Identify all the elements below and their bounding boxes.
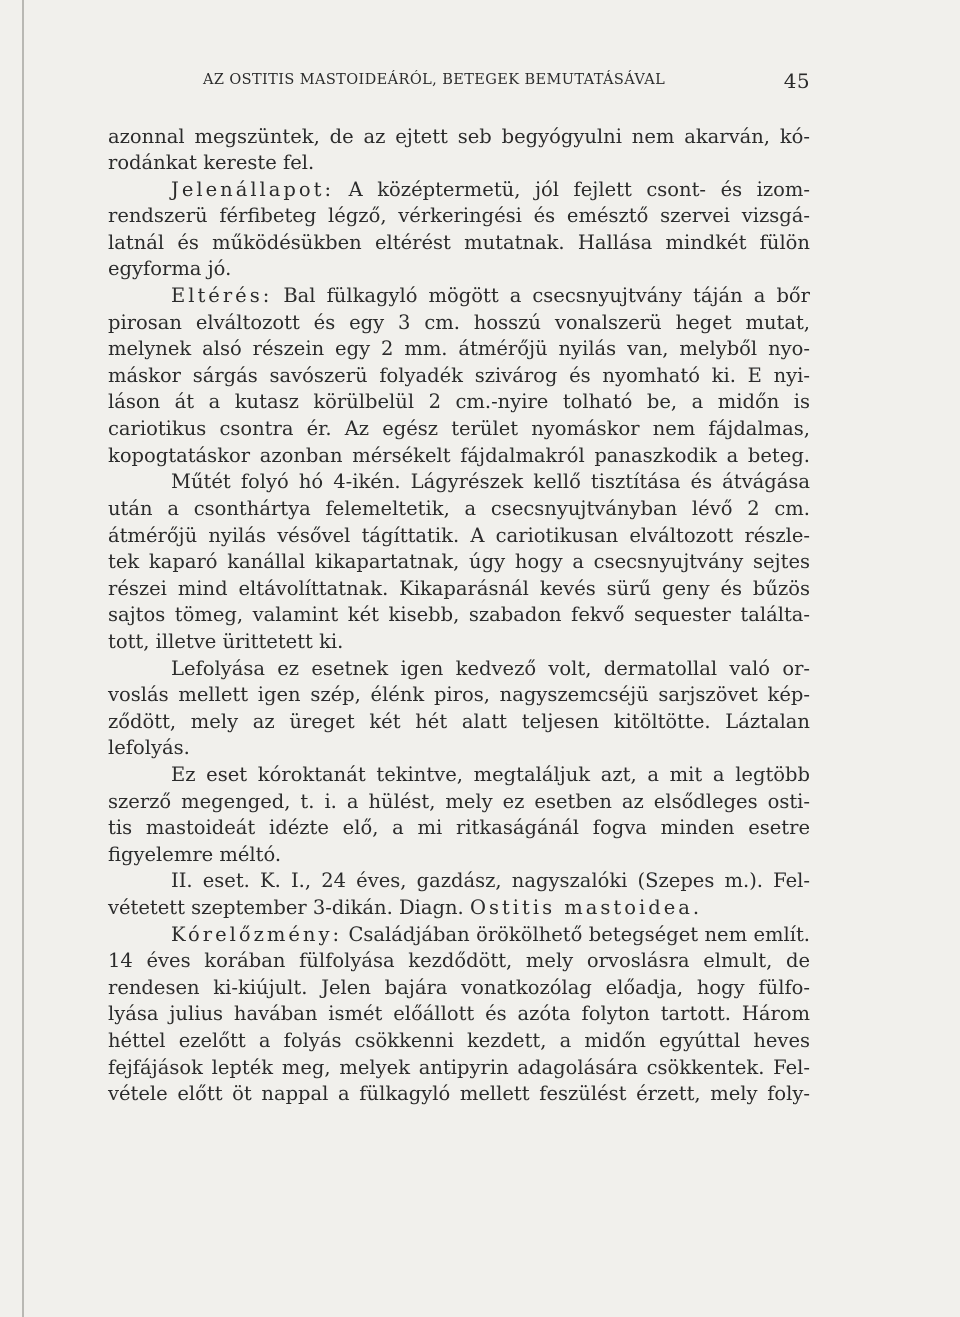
running-header bbox=[203, 69, 810, 96]
text-line: Kórelőzmény: Családjában örökölhető betegséget nem említ. bbox=[171, 923, 810, 946]
text-line: Jelenállapot: A középtermetü, jól fejlett csont- és izom- bbox=[171, 178, 810, 201]
text-line: lyása julius havában ismét előállott és azóta folyton tartott. Három bbox=[108, 1002, 810, 1025]
page-edge-line bbox=[22, 0, 24, 1317]
text-line: pirosan elváltozott és egy 3 cm. hosszú vonalszerü heget mutat, bbox=[108, 311, 810, 334]
text-line: Műtét folyó hó 4-ikén. Lágyrészek kellő tisztítása és átvágása bbox=[171, 470, 810, 493]
text-line: Ez eset kóroktanát tekintve, megtaláljuk azt, a mit a legtöbb bbox=[171, 763, 810, 786]
spaced-diagnosis: Ostitis mastoidea. bbox=[469, 896, 703, 919]
text-line: II. eset. K. I., 24 éves, gazdász, nagyszalóki (Szepes m.). Fel- bbox=[171, 869, 810, 892]
text-line: héttel ezelőtt a folyás csökkenni kezdett, a midőn egyúttal heves bbox=[108, 1029, 810, 1052]
text-line: kopogtatáskor azonban mérsékelt fájdalmakról panaszkodik a beteg. bbox=[108, 444, 810, 467]
text-line: után a csonthártya felemeltetik, a csecsnyujtványban lévő 2 cm. bbox=[108, 497, 810, 520]
text-line: ződött, mely az üreget két hét alatt teljesen kitöltötte. Láztalan bbox=[108, 710, 810, 733]
text-line: rendszerü férfibeteg légző, vérkeringési és emésztő szervei vizsgá- bbox=[108, 204, 810, 227]
running-title: AZ OSTITIS MASTOIDEÁRÓL, BETEGEK BEMUTATÁSÁVAL bbox=[203, 72, 666, 88]
text-line: azonnal megszüntek, de az ejtett seb begyógyulni nem akarván, kó- bbox=[108, 125, 810, 148]
text-line: részei mind eltávolíttatnak. Kikaparásnál kevés sürű geny és bűzös bbox=[108, 577, 810, 600]
text-line: tott, illetve ürittetett ki. bbox=[108, 630, 344, 653]
text-line: vétele előtt öt nappal a fülkagyló mellett feszülést érzett, mely foly- bbox=[108, 1082, 810, 1105]
text-line: melynek alsó részein egy 2 mm. átmérőjü nyilás van, melyből nyo- bbox=[108, 337, 810, 360]
text-line: figyelemre méltó. bbox=[108, 843, 282, 866]
spaced-heading: Kórelőzmény: bbox=[171, 923, 343, 946]
text-line: átmérőjü nyilás vésővel tágíttatik. A cariotikusan elváltozott részle- bbox=[108, 524, 810, 547]
text-line: vétetett szeptember 3-dikán. Diagn. Ostitis mastoidea. bbox=[108, 896, 703, 919]
text-line: tek kaparó kanállal kikapartatnak, úgy hogy a csecsnyujtvány sejtes bbox=[108, 550, 810, 573]
text-line: cariotikus csontra ér. Az egész terület nyomáskor nem fájdalmas, bbox=[108, 417, 810, 440]
text-line: máskor sárgás savószerü folyadék szivárog és nyomható ki. E nyi- bbox=[108, 364, 810, 387]
page-number: 45 bbox=[783, 69, 810, 93]
spaced-heading: Jelenállapot: bbox=[171, 178, 335, 201]
text-line: voslás mellett igen szép, élénk piros, nagyszemcséjü sarjszövet kép- bbox=[108, 683, 810, 706]
text-line: rendesen ki-kiújult. Jelen bajára vonatkozólag előadja, hogy fülfo- bbox=[108, 976, 810, 999]
text-line: szerző megenged, t. i. a hülést, mely ez esetben az elsődleges osti- bbox=[108, 790, 810, 813]
text-line: latnál és működésükben eltérést mutatnak. Hallása mindkét fülön bbox=[108, 231, 810, 254]
text-line: láson át a kutasz körülbelül 2 cm.-nyire tolható be, a midőn is bbox=[108, 390, 810, 413]
text-line: Eltérés: Bal fülkagyló mögött a csecsnyujtvány táján a bőr bbox=[171, 284, 810, 307]
text-line: egyforma jó. bbox=[108, 257, 232, 280]
text-line: tis mastoideát idézte elő, a mi ritkaságánál fogva minden esetre bbox=[108, 816, 810, 839]
spaced-heading: Eltérés: bbox=[171, 284, 273, 307]
text-line: 14 éves korában fülfolyása kezdődött, mely orvoslásra elmult, de bbox=[108, 949, 810, 972]
text-line: fejfájások lepték meg, melyek antipyrin adagolására csökkentek. Fel- bbox=[108, 1056, 810, 1079]
text-line: sajtos tömeg, valamint két kisebb, szabadon fekvő sequester találta- bbox=[108, 603, 810, 626]
text-line: lefolyás. bbox=[108, 736, 190, 759]
text-line: Lefolyása ez esetnek igen kedvező volt, dermatollal való or- bbox=[171, 657, 810, 680]
text-line: rodánkat kereste fel. bbox=[108, 151, 315, 174]
